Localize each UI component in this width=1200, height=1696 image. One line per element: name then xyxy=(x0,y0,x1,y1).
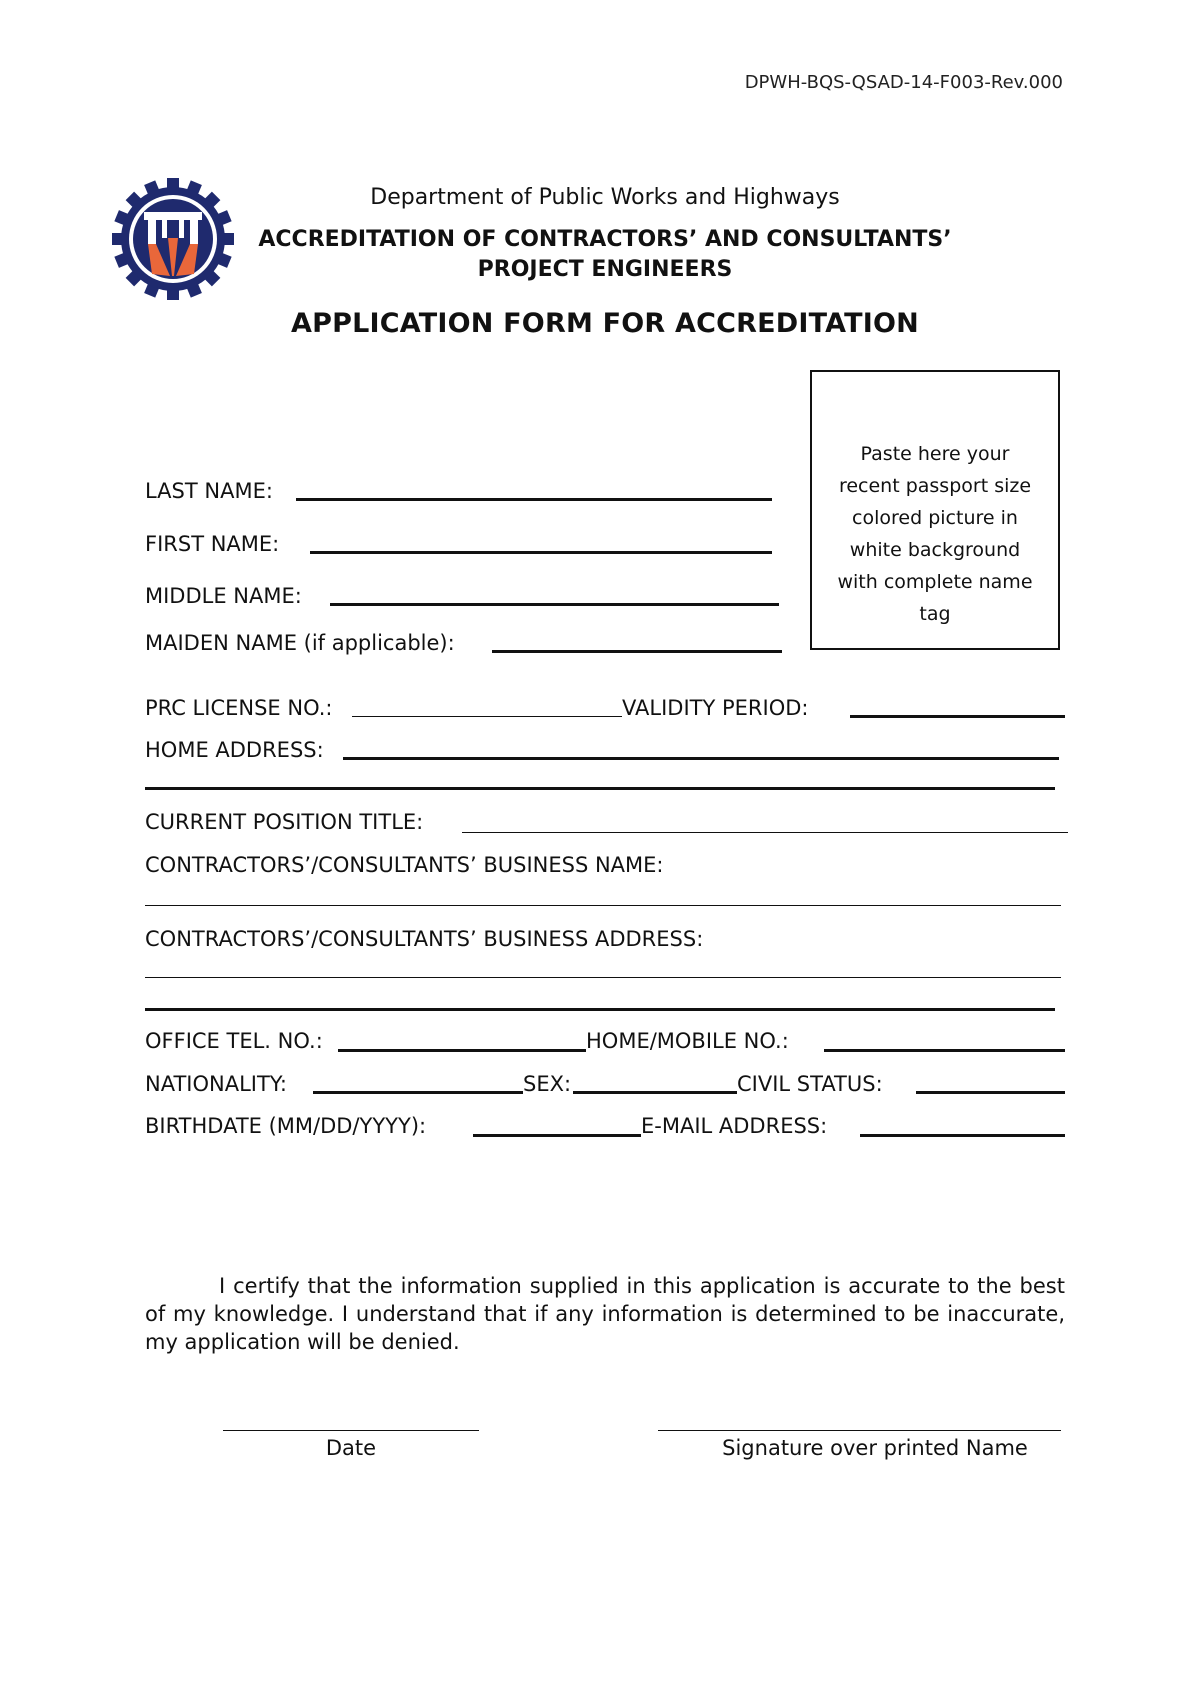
business-name-field[interactable] xyxy=(145,905,1061,906)
business-address-field[interactable] xyxy=(145,977,1061,978)
last-name-field[interactable] xyxy=(296,498,772,501)
validity-period-label: VALIDITY PERIOD: xyxy=(622,696,809,720)
first-name-label: FIRST NAME: xyxy=(145,532,280,556)
email-label: E-MAIL ADDRESS: xyxy=(641,1114,828,1138)
home-mobile-field[interactable] xyxy=(824,1049,1065,1052)
home-address-field-line-2[interactable] xyxy=(145,787,1055,790)
civil-status-field[interactable] xyxy=(916,1091,1065,1094)
validity-period-field[interactable] xyxy=(850,715,1065,718)
office-tel-field[interactable] xyxy=(338,1049,586,1052)
business-name-label: CONTRACTORS’/CONSULTANTS’ BUSINESS NAME: xyxy=(145,853,664,877)
birthdate-label: BIRTHDATE (MM/DD/YYYY): xyxy=(145,1114,427,1138)
maiden-name-label: MAIDEN NAME (if applicable): xyxy=(145,631,455,655)
form-code: DPWH-BQS-QSAD-14-F003-Rev.000 xyxy=(744,72,1063,93)
prc-license-label: PRC LICENSE NO.: xyxy=(145,696,333,720)
date-label: Date xyxy=(325,1436,377,1460)
birthdate-field[interactable] xyxy=(473,1134,641,1137)
business-address-field-line-2[interactable] xyxy=(145,1008,1055,1011)
nationality-field[interactable] xyxy=(313,1091,523,1094)
date-line[interactable] xyxy=(223,1430,479,1431)
first-name-field[interactable] xyxy=(310,551,772,554)
email-field[interactable] xyxy=(860,1134,1065,1137)
current-position-field[interactable] xyxy=(462,832,1068,833)
prc-license-field[interactable] xyxy=(352,716,622,717)
dpwh-logo xyxy=(112,178,234,300)
middle-name-label: MIDDLE NAME: xyxy=(145,584,302,608)
agency-name: Department of Public Works and Highways xyxy=(370,185,840,210)
nationality-label: NATIONALITY: xyxy=(145,1072,287,1096)
home-mobile-label: HOME/MOBILE NO.: xyxy=(586,1029,789,1053)
sex-field[interactable] xyxy=(573,1091,737,1094)
home-address-label: HOME ADDRESS: xyxy=(145,738,324,762)
sex-label: SEX: xyxy=(523,1072,572,1096)
office-tel-label: OFFICE TEL. NO.: xyxy=(145,1029,323,1053)
civil-status-label: CIVIL STATUS: xyxy=(737,1072,883,1096)
form-title: APPLICATION FORM FOR ACCREDITATION xyxy=(291,308,919,339)
subtitle-line-2: PROJECT ENGINEERS xyxy=(477,257,733,282)
signature-label: Signature over printed Name xyxy=(722,1436,1028,1460)
last-name-label: LAST NAME: xyxy=(145,479,273,503)
signature-line[interactable] xyxy=(658,1430,1061,1431)
middle-name-field[interactable] xyxy=(330,603,779,606)
photo-instruction: Paste here your recent passport size colored picture in white background with complete name tag xyxy=(837,443,1033,625)
subtitle-line-1: ACCREDITATION OF CONTRACTORS’ AND CONSULTANTS’ xyxy=(258,227,952,252)
form-subtitle xyxy=(250,225,960,285)
certification-text: I certify that the information supplied in this application is accurate to the best of my knowledge. I understand that if any information is determined to be inaccurate, my application will be denied. xyxy=(145,1274,1065,1354)
photo-box xyxy=(810,370,1060,650)
home-address-field[interactable] xyxy=(343,757,1059,760)
business-address-label: CONTRACTORS’/CONSULTANTS’ BUSINESS ADDRESS: xyxy=(145,927,704,951)
current-position-label: CURRENT POSITION TITLE: xyxy=(145,810,424,834)
maiden-name-field[interactable] xyxy=(492,650,782,653)
